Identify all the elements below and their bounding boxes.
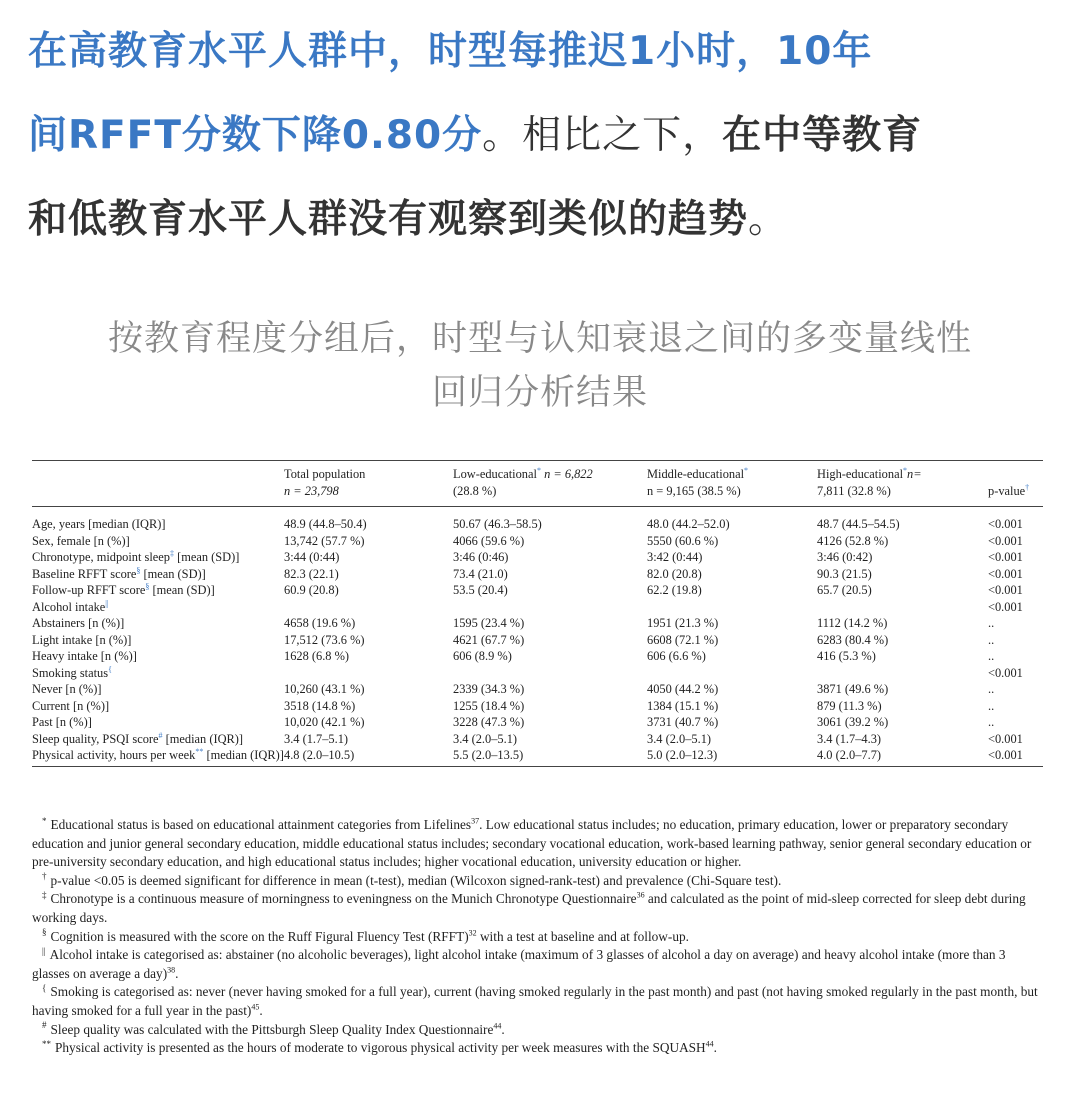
row-label: Follow-up RFFT score§ [mean (SD)] [32, 581, 215, 597]
cell-mid: 3.4 (2.0–5.1) [647, 731, 712, 746]
cell-mid: 606 (6.6 %) [647, 649, 706, 663]
cell-low: 50.67 (46.3–58.5) [453, 517, 542, 531]
row-label: Abstainers [n (%)] [32, 616, 125, 630]
cell-p: <0.001 [988, 599, 1023, 614]
cell-p: .. [988, 632, 995, 647]
footnote: † p-value <0.05 is deemed significant for difference in mean (t-test), median (Wilcoxon signed-rank-test) and prevalence (Chi-Square test). [42, 871, 782, 888]
cell-high: 65.7 (20.5) [817, 583, 872, 597]
table-row [32, 731, 1043, 748]
cell-high: 48.7 (44.5–54.5) [817, 517, 900, 531]
cell-high: 3871 (49.6 %) [817, 682, 889, 696]
row-label: Alcohol intake|| [32, 598, 109, 614]
table-row [32, 665, 1043, 682]
cell-low: 3.4 (2.0–5.1) [453, 731, 518, 746]
table-row [32, 582, 1043, 599]
cell-p: <0.001 [988, 748, 1023, 762]
table-row [32, 681, 1043, 698]
cell-low: 3228 (47.3 %) [453, 715, 525, 729]
cell-high: 6283 (80.4 %) [817, 632, 889, 647]
cell-mid: 5550 (60.6 %) [647, 533, 719, 548]
headline-bold-1: 在中等教育 [722, 113, 923, 158]
cell-p: .. [988, 649, 995, 663]
caption-line-1: 按教育程度分组后，时型与认知衰退之间的多变量线性 [107, 319, 972, 359]
table-row [32, 549, 1043, 566]
cell-p: .. [988, 698, 995, 713]
cell-low [453, 665, 647, 682]
cell-total: 48.9 (44.8–50.4) [284, 517, 367, 531]
cell-total: 10,020 (42.1 %) [284, 715, 365, 729]
cell-p: <0.001 [988, 731, 1023, 746]
row-label: Smoking status{ [32, 664, 112, 680]
footnote: # Sleep quality was calculated with the Pittsburgh Sleep Quality Index Questionnaire$^{44}$. [42, 1020, 505, 1037]
footnote: * Educational status is based on educational attainment categories from Lifelines$^{37}$. Low educational status includes; no education, primary education, lower or preparatory secondary education and junior general secondary education, middle educational status includes; secondary vocational education, work-based learning pathway, senior general secondary education or pre-university secondary education, and high educational status includes; higher vocational education, university education or higher. [32, 815, 1032, 870]
caption-line-2: 回归分析结果 [431, 373, 648, 413]
cell-high [817, 665, 988, 682]
row-label: Never [n (%)] [32, 682, 102, 696]
cell-high: 3:46 (0:42) [817, 550, 873, 564]
cell-high [817, 599, 988, 616]
cell-low: 606 (8.9 %) [453, 649, 512, 663]
header-total: Total population n = 23,798 [284, 467, 366, 498]
cell-mid: 48.0 (44.2–52.0) [647, 517, 730, 531]
table-row [32, 533, 1043, 550]
cell-total: 1628 (6.8 %) [284, 649, 350, 663]
header-high: High-educational*n= 7,811 (32.8 %) [817, 465, 922, 498]
cell-mid: 5.0 (2.0–12.3) [647, 748, 718, 762]
cell-total: 82.3 (22.1) [284, 566, 339, 581]
cell-low: 4066 (59.6 %) [453, 533, 525, 548]
cell-high: 90.3 (21.5) [817, 566, 872, 581]
cell-total: 13,742 (57.7 %) [284, 533, 365, 548]
table-footnotes [32, 816, 1046, 1058]
cell-p: <0.001 [988, 665, 1023, 680]
cell-low: 1255 (18.4 %) [453, 698, 525, 713]
table-row [32, 648, 1043, 665]
cell-mid [647, 599, 817, 616]
table-row [32, 599, 1043, 616]
cell-low: 3:46 (0:46) [453, 550, 509, 564]
cell-p: <0.001 [988, 583, 1023, 597]
row-label: Light intake [n (%)] [32, 632, 132, 647]
cell-low [453, 599, 647, 616]
cell-low: 1595 (23.4 %) [453, 616, 525, 630]
table-row [32, 747, 1043, 766]
cell-low: 53.5 (20.4) [453, 583, 508, 597]
cell-p: .. [988, 715, 995, 729]
table-row [32, 615, 1043, 632]
table-row [32, 632, 1043, 649]
table-header-row [32, 461, 1043, 507]
cell-total: 4.8 (2.0–10.5) [284, 748, 355, 762]
row-label: Physical activity, hours per week** [median (IQR)] [32, 746, 284, 762]
headline-bold-2: 和低教育水平人群没有观察到类似的趋势 [28, 197, 749, 242]
cell-p: <0.001 [988, 533, 1023, 548]
row-label: Sex, female [n (%)] [32, 533, 130, 548]
cell-mid [647, 665, 817, 682]
footnote: { Smoking is categorised as: never (never having smoked for a full year), current (having smoked regularly in the past month) and past (not having smoked regularly in the past month, but having smoked for a full year in the past)$^{45}$. [32, 982, 1038, 1018]
footnote: ‡ Chronotype is a continuous measure of morningness to eveningness on the Munich Chronotype Questionnaire$^{36}$ and calculated as the point of mid-sleep corrected for sleep debt during working days. [32, 889, 1026, 925]
headline-highlight-1: 在高教育水平人群中，时型每推迟1小时，10年 [28, 29, 873, 74]
row-label: Current [n (%)] [32, 698, 110, 713]
cell-high: 3061 (39.2 %) [817, 715, 889, 729]
cell-total: 60.9 (20.8) [284, 583, 339, 597]
cell-mid: 1951 (21.3 %) [647, 616, 719, 630]
cell-total [284, 665, 453, 682]
row-label: Heavy intake [n (%)] [32, 649, 137, 663]
cell-p: <0.001 [988, 566, 1023, 581]
cell-mid: 4050 (44.2 %) [647, 682, 719, 696]
table-row [32, 714, 1043, 731]
cell-total: 4658 (19.6 %) [284, 616, 356, 630]
data-table [32, 460, 1043, 767]
row-label: Baseline RFFT score§ [mean (SD)] [32, 565, 206, 581]
cell-low: 5.5 (2.0–13.5) [453, 748, 524, 762]
cell-high: 4126 (52.8 %) [817, 533, 889, 548]
cell-p: <0.001 [988, 550, 1023, 564]
header-middle: Middle-educational* n = 9,165 (38.5 %) [647, 465, 749, 498]
header-pvalue: p-value† [988, 482, 1030, 498]
cell-mid: 3:42 (0:44) [647, 550, 703, 564]
cell-low: 73.4 (21.0) [453, 566, 508, 581]
cell-total: 3:44 (0:44) [284, 550, 340, 564]
cell-high: 1112 (14.2 %) [817, 616, 888, 630]
cell-high: 416 (5.3 %) [817, 649, 876, 663]
header-blank [32, 461, 284, 507]
figure-caption [20, 312, 1060, 420]
cell-low: 4621 (67.7 %) [453, 632, 525, 647]
footnote: ** Physical activity is presented as the hours of moderate to vigorous physical activity per week measures with the SQUASH$^{44}$. [42, 1038, 717, 1056]
row-label: Sleep quality, PSQI score# [median (IQR)] [32, 730, 244, 746]
cell-total: 17,512 (73.6 %) [284, 632, 365, 647]
cell-mid: 6608 (72.1 %) [647, 632, 719, 647]
table-row [32, 698, 1043, 715]
cell-mid: 82.0 (20.8) [647, 566, 702, 581]
cell-low: 2339 (34.3 %) [453, 682, 525, 696]
cell-high: 3.4 (1.7–4.3) [817, 731, 882, 746]
row-label: Chronotype, midpoint sleep‡ [mean (SD)] [32, 548, 240, 564]
cell-high: 4.0 (2.0–7.7) [817, 748, 882, 762]
cell-mid: 3731 (40.7 %) [647, 715, 719, 729]
cell-mid: 1384 (15.1 %) [647, 698, 719, 713]
headline-normal: 。相比之下， [482, 113, 723, 158]
table-row [32, 507, 1043, 533]
cell-total: 10,260 (43.1 %) [284, 682, 365, 696]
cell-high: 879 (11.3 %) [817, 698, 882, 713]
headline [28, 10, 1058, 262]
cell-total: 3518 (14.8 %) [284, 698, 356, 713]
row-label: Past [n (%)] [32, 715, 92, 729]
table-row [32, 566, 1043, 583]
header-low: Low-educational* n = 6,822 (28.8 %) [453, 465, 593, 498]
cell-p: .. [988, 682, 995, 696]
cell-p: <0.001 [988, 517, 1023, 531]
footnote: § Cognition is measured with the score on the Ruff Figural Fluency Test (RFFT)$^{32}$ with a test at baseline and at follow-up. [42, 927, 689, 944]
cell-total: 3.4 (1.7–5.1) [284, 731, 349, 746]
headline-highlight-2: 间RFFT分数下降0.80分 [28, 113, 483, 158]
footnote: || Alcohol intake is categorised as: abstainer (no alcoholic beverages), light alcohol intake (maximum of 3 glasses of alcohol a day on average) and heavy alcohol intake (more than 3 glasses on average a day)$^{38}$. [32, 945, 1006, 981]
headline-end: 。 [748, 197, 789, 242]
row-label: Age, years [median (IQR)] [32, 517, 166, 531]
cell-total [284, 599, 453, 616]
cell-p: .. [988, 616, 995, 630]
cell-mid: 62.2 (19.8) [647, 583, 702, 597]
